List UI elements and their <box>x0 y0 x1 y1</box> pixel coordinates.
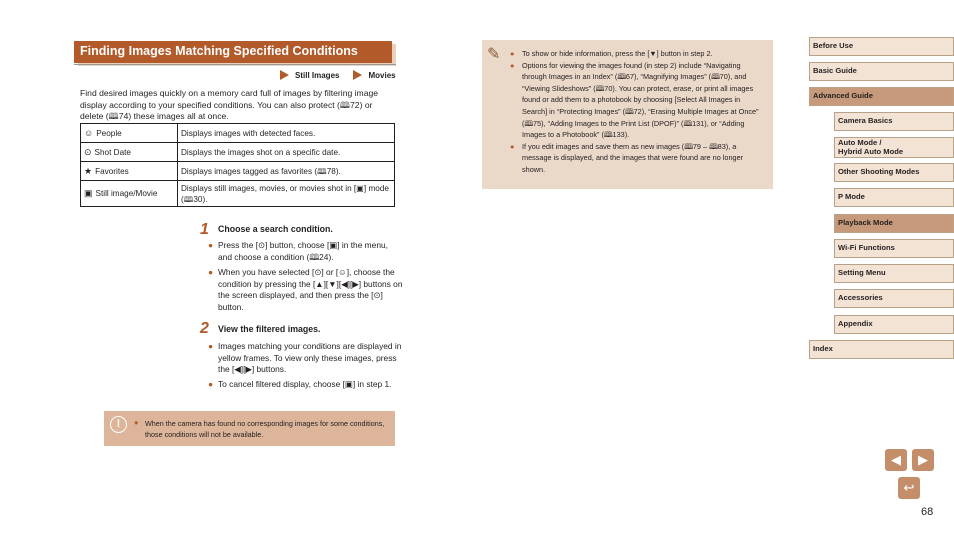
step-2-bullet-1: ● Images matching your conditions are displayed in yellow frames. To view only these images, press the [◀][▶] buttons. <box>208 341 402 375</box>
still-movie-label: Still image/Movie <box>95 189 158 198</box>
step-1-number: 1 <box>200 221 209 238</box>
table-cell-desc: Displays still images, movies, or movies shot in [▣] mode (🕮30). <box>178 181 395 207</box>
caution-exclamation-icon: ! <box>110 416 127 433</box>
step-1-bullet-1: ● Press the [⊙] button, choose [▣] in the menu, and choose a condition (🕮24). <box>208 240 388 262</box>
favorites-label: Favorites <box>95 166 129 176</box>
still-images-play-icon <box>280 70 289 80</box>
nav-index[interactable]: Index <box>809 340 954 359</box>
prev-page-icon[interactable]: ◀ <box>885 449 907 471</box>
mode-indicators <box>280 70 396 80</box>
nav-basic-guide[interactable]: Basic Guide <box>809 62 954 81</box>
conditions-table <box>80 123 395 207</box>
table-row <box>81 124 395 143</box>
note-bullet-3: ● If you edit images and save them as new images (🕮79 – 🕮83), a message is displayed, and the images that were found are no longer shown. <box>510 141 744 174</box>
caution-bullet-dot: ● <box>134 418 139 427</box>
note-bullet-1: ● To show or hide information, press the [▼] button in step 2. <box>510 49 713 58</box>
table-cell-desc: Displays images with detected faces. <box>178 124 395 143</box>
note-text <box>510 48 767 176</box>
people-label: People <box>96 128 122 138</box>
movies-label: Movies <box>368 70 396 80</box>
table-cell-label <box>81 162 178 181</box>
nav-before-use[interactable]: Before Use <box>809 37 954 56</box>
nav-appendix[interactable]: Appendix <box>834 315 954 334</box>
shot-date-icon: ⊙ <box>84 146 92 157</box>
next-page-icon[interactable]: ▶ <box>912 449 934 471</box>
nav-accessories[interactable]: Accessories <box>834 289 954 308</box>
nav-playback-mode[interactable]: Playback Mode <box>834 214 954 233</box>
shot-date-label: Shot Date <box>94 147 131 157</box>
nav-p-mode[interactable]: P Mode <box>834 188 954 207</box>
step-1-title: Choose a search condition. <box>218 224 333 234</box>
nav-auto-mode-line1: Auto Mode / <box>838 138 882 147</box>
still-images-label: Still Images <box>295 70 340 80</box>
step-2-title: View the filtered images. <box>218 324 321 334</box>
favorites-star-icon: ★ <box>84 165 93 176</box>
caution-text: When the camera has found no corresponding images for some conditions, those conditions will not be available. <box>145 419 385 439</box>
table-cell-label <box>81 143 178 162</box>
table-cell-label <box>81 124 178 143</box>
table-row <box>81 181 395 207</box>
nav-auto-mode-line2: Hybrid Auto Mode <box>838 146 904 156</box>
pencil-note-icon: ✎ <box>487 46 501 63</box>
nav-setting-menu[interactable]: Setting Menu <box>834 264 954 283</box>
nav-advanced-guide[interactable]: Advanced Guide <box>809 87 954 106</box>
table-row <box>81 162 395 181</box>
note-bullet-2: ● Options for viewing the images found (in step 2) include “Navigating through Images in an Index” (🕮67), “Magnifying Images” (🕮70), and “Viewing Slideshows” (🕮70). You can protect, erase, or print all images found or add them to a photobook by choosing [Select All Images in Search] in “Protecting Images” (🕮72), “Erasing Multiple Images at Once” (🕮75), “Adding Images to the Print List (DPOF)” (🕮131), or “Adding Images to a Photobook” (🕮133). <box>510 60 759 140</box>
table-cell-desc: Displays the images shot on a specific date. <box>178 143 395 162</box>
table-cell-desc: Displays images tagged as favorites (🕮78). <box>178 162 395 181</box>
step-2-bullet-2: ● To cancel filtered display, choose [▣] in step 1. <box>208 379 392 389</box>
step-1-bullet-2: ● When you have selected [⊙] or [☺], choose the condition by pressing the [▲][▼][◀][▶] buttons on the screen displayed, and then press the [⊙] button. <box>208 267 403 312</box>
table-row <box>81 143 395 162</box>
nav-auto-mode[interactable] <box>834 137 954 158</box>
title-rule <box>74 64 396 65</box>
people-icon: ☺ <box>84 127 94 138</box>
still-movie-icon: ▣ <box>84 188 93 198</box>
page-title: Finding Images Matching Specified Conditions <box>80 44 358 58</box>
page-number: 68 <box>921 506 934 518</box>
nav-wifi-functions[interactable]: Wi-Fi Functions <box>834 239 954 258</box>
table-cell-label <box>81 181 178 207</box>
step-2-number: 2 <box>200 320 209 337</box>
intro-text: Find desired images quickly on a memory card full of images by filtering image display according to your specified conditions. You can also protect (​🕮72) or delete (🕮74) these images all at once. <box>80 88 379 121</box>
movies-play-icon <box>353 70 362 80</box>
return-icon[interactable]: ↩ <box>898 477 920 499</box>
nav-camera-basics[interactable]: Camera Basics <box>834 112 954 131</box>
nav-other-shooting-modes[interactable]: Other Shooting Modes <box>834 163 954 182</box>
